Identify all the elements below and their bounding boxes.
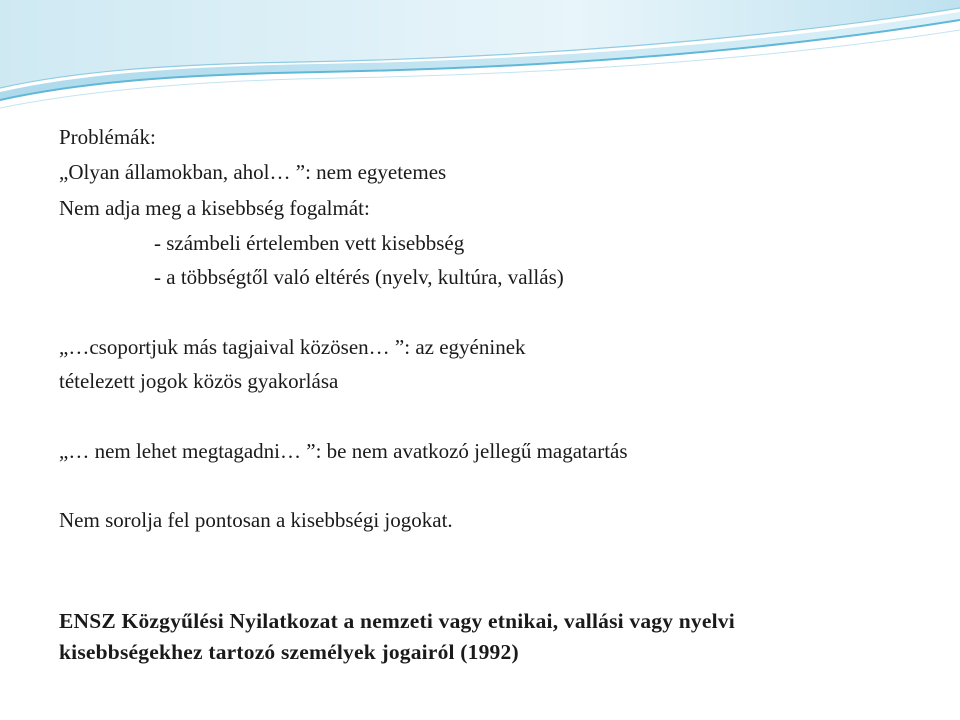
rights-not-listed-line: Nem sorolja fel pontosan a kisebbségi jogokat.: [59, 508, 453, 532]
declaration-title-line2: kisebbségekhez tartozó személyek jogairól (1992): [59, 640, 519, 664]
quote-line-universality: „Olyan államokban, ahol… ”: nem egyetemes: [59, 160, 447, 184]
bullet-numerical-minority: - számbeli értelemben vett kisebbség: [154, 231, 465, 255]
header-wave-decoration: [0, 0, 960, 120]
problems-heading: Problémák:: [59, 125, 156, 149]
collective-rights-line: tételezett jogok közös gyakorlása: [59, 369, 339, 393]
bullet-difference-from-majority: - a többségtől való eltérés (nyelv, kultúra, vallás): [154, 265, 564, 289]
quote-line-non-interference: „… nem lehet megtagadni… ”: be nem avatkozó jellegű magatartás: [59, 439, 628, 463]
definition-line: Nem adja meg a kisebbség fogalmát:: [59, 196, 370, 220]
quote-line-collective: „…csoportjuk más tagjaival közösen… ”: az egyéninek: [59, 335, 526, 359]
declaration-title-line1: ENSZ Közgyűlési Nyilatkozat a nemzeti vagy etnikai, vallási vagy nyelvi: [59, 609, 735, 633]
